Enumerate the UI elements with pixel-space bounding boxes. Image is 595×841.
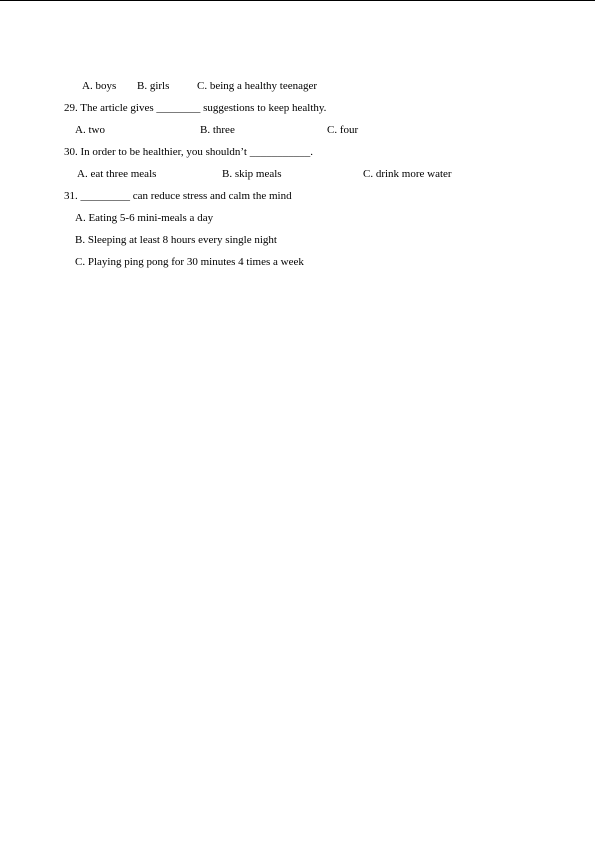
- q29-option-a[interactable]: A. two: [75, 124, 105, 136]
- q31-option-b[interactable]: B. Sleeping at least 8 hours every single night: [75, 234, 277, 246]
- q31-stem: 31. _________ can reduce stress and calm the mind: [64, 190, 292, 202]
- q28-option-c[interactable]: C. being a healthy teenager: [197, 80, 318, 92]
- q28-option-a[interactable]: A. boys: [82, 80, 117, 92]
- q29-option-c[interactable]: C. four: [327, 124, 359, 136]
- q30-option-a[interactable]: A. eat three meals: [77, 168, 157, 180]
- q31-option-a[interactable]: A. Eating 5-6 mini-meals a day: [75, 212, 214, 224]
- q30-stem: 30. In order to be healthier, you shouldn’t ___________.: [64, 146, 313, 158]
- q28-option-b[interactable]: B. girls: [137, 80, 170, 92]
- q31-option-c[interactable]: C. Playing ping pong for 30 minutes 4 times a week: [75, 256, 304, 268]
- q29-option-b[interactable]: B. three: [200, 124, 235, 136]
- q30-option-b[interactable]: B. skip meals: [222, 168, 282, 180]
- q29-stem: 29. The article gives ________ suggestions to keep healthy.: [64, 102, 327, 114]
- q30-option-c[interactable]: C. drink more water: [363, 168, 452, 180]
- top-border-line: [0, 0, 595, 1]
